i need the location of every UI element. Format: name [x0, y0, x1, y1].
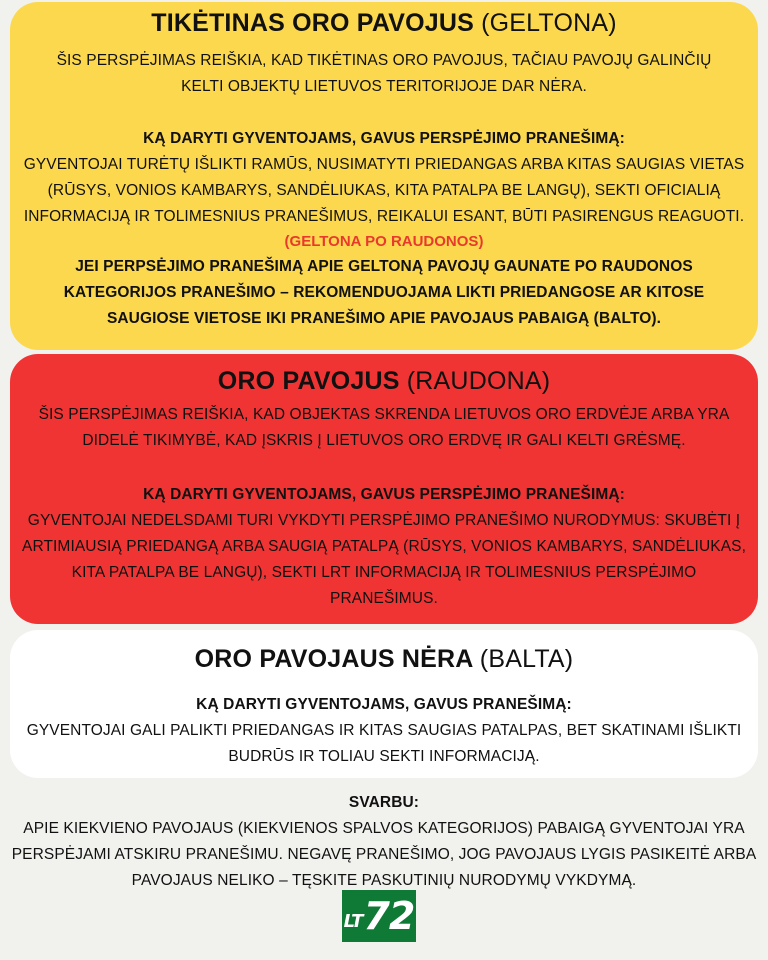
important-heading: SVARBU: [348, 794, 420, 811]
red-action-line: KITA PATALPA BE LANGŲ), SEKTI LRT INFORMACIJĄ IR TOLIMESNIUS PERSPĖJIMO [71, 564, 697, 581]
white-title-color: (BALTA) [479, 645, 574, 673]
yellow-alert-title [10, 8, 758, 38]
yellow-after-red-line: KATEGORIJOS PRANEŠIMO – REKOMENDUOJAMA LIKTI PRIEDANGOSE AR KITOSE [63, 284, 705, 301]
white-title-strong: ORO PAVOJAUS NĖRA [194, 645, 473, 673]
red-description-line: ŠIS PERSPĖJIMAS REIŠKIA, KAD OBJEKTAS SKRENDA LIETUVOS ORO ERDVĖJE ARBA YRA [38, 406, 730, 423]
yellow-action-text [10, 152, 758, 230]
yellow-description-line: ŠIS PERSPĖJIMAS REIŠKIA, KAD TIKĖTINAS ORO PAVOJUS, TAČIAU PAVOJŲ GALINČIŲ [56, 52, 712, 69]
white-action-text [10, 718, 758, 770]
red-description [10, 402, 758, 454]
yellow-action-heading: KĄ DARYTI GYVENTOJAMS, GAVUS PERSPĖJIMO PRANEŠIMĄ: [143, 130, 625, 147]
red-action-line: ARTIMIAUSIĄ PRIEDANGĄ ARBA SAUGIĄ PATALPĄ (RŪSYS, VONIOS KAMBARYS, SANDĖLIUKAS, [22, 538, 746, 555]
red-action-text [10, 508, 758, 612]
red-action-line: GYVENTOJAI NEDELSDAMI TURI VYKDYTI PERSPĖJIMO PRANEŠIMO NURODYMUS: SKUBĖTI Į [27, 512, 741, 529]
red-action-heading: KĄ DARYTI GYVENTOJAMS, GAVUS PERSPĖJIMO PRANEŠIMĄ: [143, 486, 625, 503]
logo-number: 72 [363, 894, 415, 938]
yellow-after-red-line: SAUGIOSE VIETOSE IKI PRANEŠIMO APIE PAVOJAUS PABAIGĄ (BALTO). [106, 310, 662, 327]
yellow-alert-card [10, 2, 758, 350]
yellow-title-color: (GELTONA) [481, 9, 617, 37]
red-alert-title [10, 366, 758, 396]
yellow-action-line: (RŪSYS, VONIOS KAMBARYS, SANDĖLIUKAS, KITA PATALPA BE LANGŲ), SEKTI OFICIALIĄ [47, 182, 721, 199]
yellow-after-red-note: (GELTONA PO RAUDONOS) [284, 233, 484, 250]
red-title-strong: ORO PAVOJUS [217, 367, 400, 395]
important-line: PAVOJAUS NELIKO – TĘSKITE PASKUTINIŲ NURODYMŲ VYKDYMĄ. [131, 872, 637, 889]
lt72-logo [342, 890, 416, 942]
white-alert-title [10, 644, 758, 674]
red-action-line: PRANEŠIMUS. [330, 590, 438, 607]
yellow-action-line: INFORMACIJĄ IR TOLIMESNIUS PRANEŠIMUS, REIKALUI ESANT, BŪTI PASIRENGUS REAGUOTI. [23, 208, 745, 225]
yellow-description-line: KELTI OBJEKTŲ LIETUVOS TERITORIJOJE DAR NĖRA. [181, 78, 587, 95]
yellow-after-red-text [10, 254, 758, 332]
red-title-color: (RAUDONA) [406, 367, 551, 395]
important-line: PERSPĖJAMI ATSKIRU PRANEŠIMU. NEGAVĘ PRANEŠIMO, JOG PAVOJAUS LYGIS PASIKEITĖ ARBA [11, 846, 757, 863]
important-note [0, 790, 768, 894]
white-action-line: GYVENTOJAI GALI PALIKTI PRIEDANGAS IR KITAS SAUGIAS PATALPAS, BET SKATINAMI IŠLIKTI [26, 722, 742, 739]
red-description-line: DIDELĖ TIKIMYBĖ, KAD ĮSKRIS Į LIETUVOS ORO ERDVĘ IR GALI KELTI GRĖSMĘ. [82, 432, 686, 449]
yellow-action-line: GYVENTOJAI TURĖTŲ IŠLIKTI RAMŪS, NUSIMATYTI PRIEDANGAS ARBA KITAS SAUGIAS VIETAS [23, 156, 745, 173]
white-action-line: BUDRŪS IR TOLIAU SEKTI INFORMACIJĄ. [228, 748, 540, 765]
yellow-after-red-line: JEI PERPSĖJIMO PRANEŠIMĄ APIE GELTONĄ PAVOJŲ GAUNATE PO RAUDONOS [75, 258, 693, 275]
important-line: APIE KIEKVIENO PAVOJAUS (KIEKVIENOS SPALVOS KATEGORIJOS) PABAIGĄ GYVENTOJAI YRA [23, 820, 745, 837]
yellow-description [10, 48, 758, 100]
white-action-heading: KĄ DARYTI GYVENTOJAMS, GAVUS PRANEŠIMĄ: [196, 696, 572, 713]
white-alert-card [10, 630, 758, 778]
logo-prefix: LT [343, 910, 363, 932]
red-alert-card [10, 354, 758, 624]
yellow-title-strong: TIKĖTINAS ORO PAVOJUS [151, 9, 474, 37]
